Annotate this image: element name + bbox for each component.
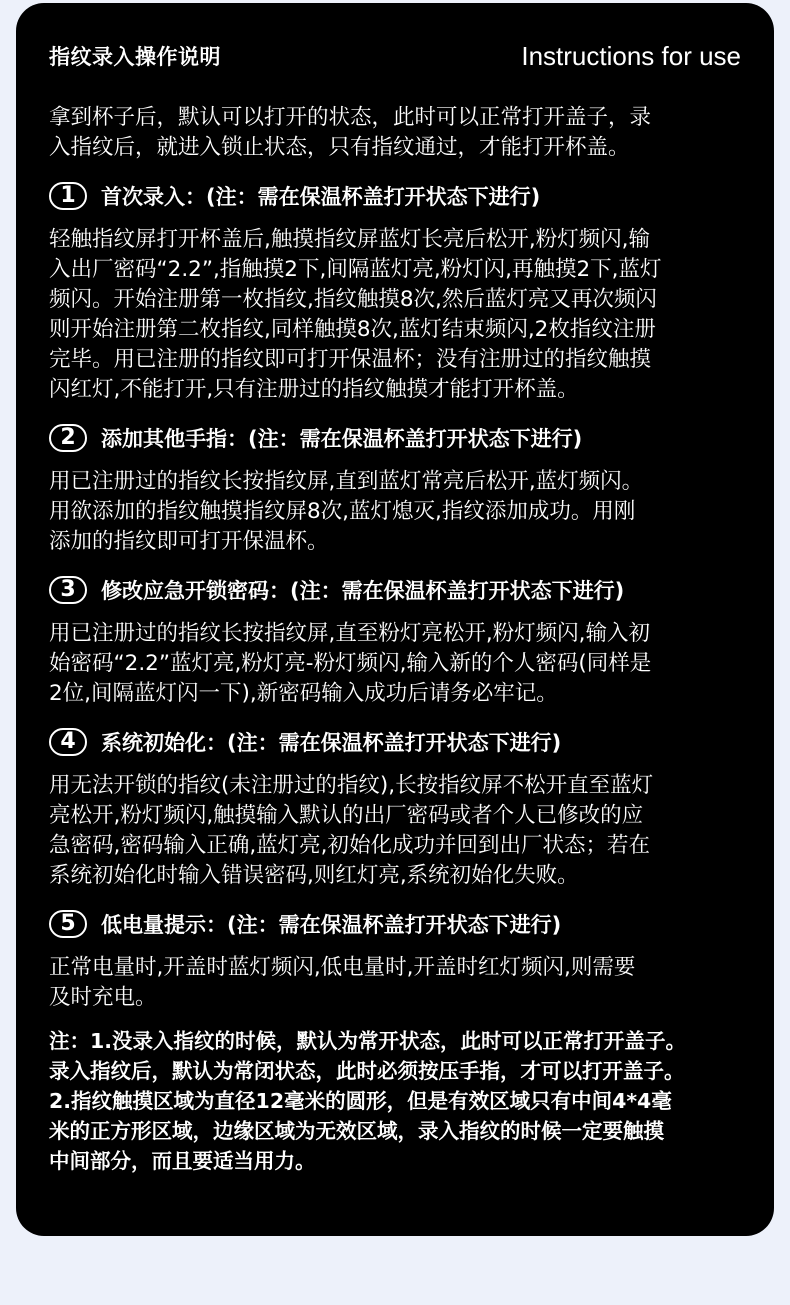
card-header bbox=[49, 41, 744, 71]
section-body-change-password bbox=[49, 619, 744, 709]
body-line: 轻触指纹屏打开杯盖后,触摸指纹屏蓝灯长亮后松开,粉灯频闪,输 bbox=[49, 227, 651, 252]
note-line: 米的正方形区域，边缘区域为无效区域，录入指纹的时候一定要触摸 bbox=[49, 1119, 664, 1143]
instructions-card bbox=[16, 3, 774, 1236]
body-line: 用已注册过的指纹长按指纹屏,直到蓝灯常亮后松开,蓝灯频闪。 bbox=[49, 469, 644, 494]
body-line: 闪红灯,不能打开,只有注册过的指纹触摸才能打开杯盖。 bbox=[49, 377, 579, 402]
section-body-first-enroll bbox=[49, 225, 744, 405]
section-heading-text: 低电量提示：(注：需在保温杯盖打开状态下进行) bbox=[101, 913, 562, 937]
section-body-system-reset bbox=[49, 771, 744, 891]
intro-line: 拿到杯子后，默认可以打开的状态，此时可以正常打开盖子，录 bbox=[49, 105, 652, 130]
body-line: 及时充电。 bbox=[49, 985, 157, 1010]
section-number-badge: 5 bbox=[49, 910, 87, 938]
intro-line: 入指纹后，就进入锁止状态，只有指纹通过，才能打开杯盖。 bbox=[49, 135, 630, 160]
page-title-english: Instructions for use bbox=[521, 40, 741, 71]
note-block bbox=[49, 1026, 744, 1176]
body-line: 入出厂密码“2.2”,指触摸2下,间隔蓝灯亮,粉灯闪,再触摸2下,蓝灯 bbox=[49, 257, 662, 282]
note-line: 录入指纹后，默认为常闭状态，此时必须按压手指，才可以打开盖子。 bbox=[49, 1059, 685, 1083]
body-line: 用欲添加的指纹触摸指纹屏8次,蓝灯熄灭,指纹添加成功。用刚 bbox=[49, 499, 636, 524]
section-heading-text: 系统初始化：(注：需在保温杯盖打开状态下进行) bbox=[101, 731, 562, 755]
body-line: 用无法开锁的指纹(未注册过的指纹),长按指纹屏不松开直至蓝灯 bbox=[49, 773, 654, 798]
section-body-add-finger bbox=[49, 467, 744, 557]
body-line: 完毕。用已注册的指纹即可打开保温杯；没有注册过的指纹触摸 bbox=[49, 347, 652, 372]
body-line: 则开始注册第二枚指纹,同样触摸8次,蓝灯结束频闪,2枚指纹注册 bbox=[49, 317, 656, 342]
section-number-badge: 2 bbox=[49, 424, 87, 452]
section-heading-add-finger bbox=[49, 423, 744, 453]
note-line: 2.指纹触摸区域为直径12毫米的圆形，但是有效区域只有中间4*4毫 bbox=[49, 1089, 672, 1113]
page-title-chinese: 指纹录入操作说明 bbox=[49, 45, 221, 69]
section-heading-text: 首次录入：(注：需在保温杯盖打开状态下进行) bbox=[101, 185, 541, 209]
section-body-low-battery bbox=[49, 953, 744, 1013]
body-line: 急密码,密码输入正确,蓝灯亮,初始化成功并回到出厂状态；若在 bbox=[49, 833, 651, 858]
intro-paragraph bbox=[49, 103, 744, 163]
section-heading-system-reset bbox=[49, 727, 744, 757]
body-line: 频闪。开始注册第一枚指纹,指纹触摸8次,然后蓝灯亮又再次频闪 bbox=[49, 287, 657, 312]
note-line: 注：1.没录入指纹的时候，默认为常开状态，此时可以正常打开盖子。 bbox=[49, 1029, 687, 1053]
body-line: 始密码“2.2”蓝灯亮,粉灯亮-粉灯频闪,输入新的个人密码(同样是 bbox=[49, 651, 652, 676]
section-number-badge: 1 bbox=[49, 182, 87, 210]
note-line: 中间部分，而且要适当用力。 bbox=[49, 1149, 316, 1173]
body-line: 添加的指纹即可打开保温杯。 bbox=[49, 529, 329, 554]
section-heading-change-password bbox=[49, 575, 744, 605]
body-line: 亮松开,粉灯频闪,触摸输入默认的出厂密码或者个人已修改的应 bbox=[49, 803, 644, 828]
body-line: 用已注册过的指纹长按指纹屏,直至粉灯亮松开,粉灯频闪,输入初 bbox=[49, 621, 651, 646]
body-line: 系统初始化时输入错误密码,则红灯亮,系统初始化失败。 bbox=[49, 863, 579, 888]
section-heading-first-enroll bbox=[49, 181, 744, 211]
body-line: 2位,间隔蓝灯闪一下),新密码输入成功后请务必牢记。 bbox=[49, 681, 558, 706]
section-heading-low-battery bbox=[49, 909, 744, 939]
section-heading-text: 添加其他手指：(注：需在保温杯盖打开状态下进行) bbox=[101, 427, 583, 451]
body-line: 正常电量时,开盖时蓝灯频闪,低电量时,开盖时红灯频闪,则需要 bbox=[49, 955, 636, 980]
section-number-badge: 3 bbox=[49, 576, 87, 604]
section-number-badge: 4 bbox=[49, 728, 87, 756]
section-heading-text: 修改应急开锁密码：(注：需在保温杯盖打开状态下进行) bbox=[101, 579, 625, 603]
